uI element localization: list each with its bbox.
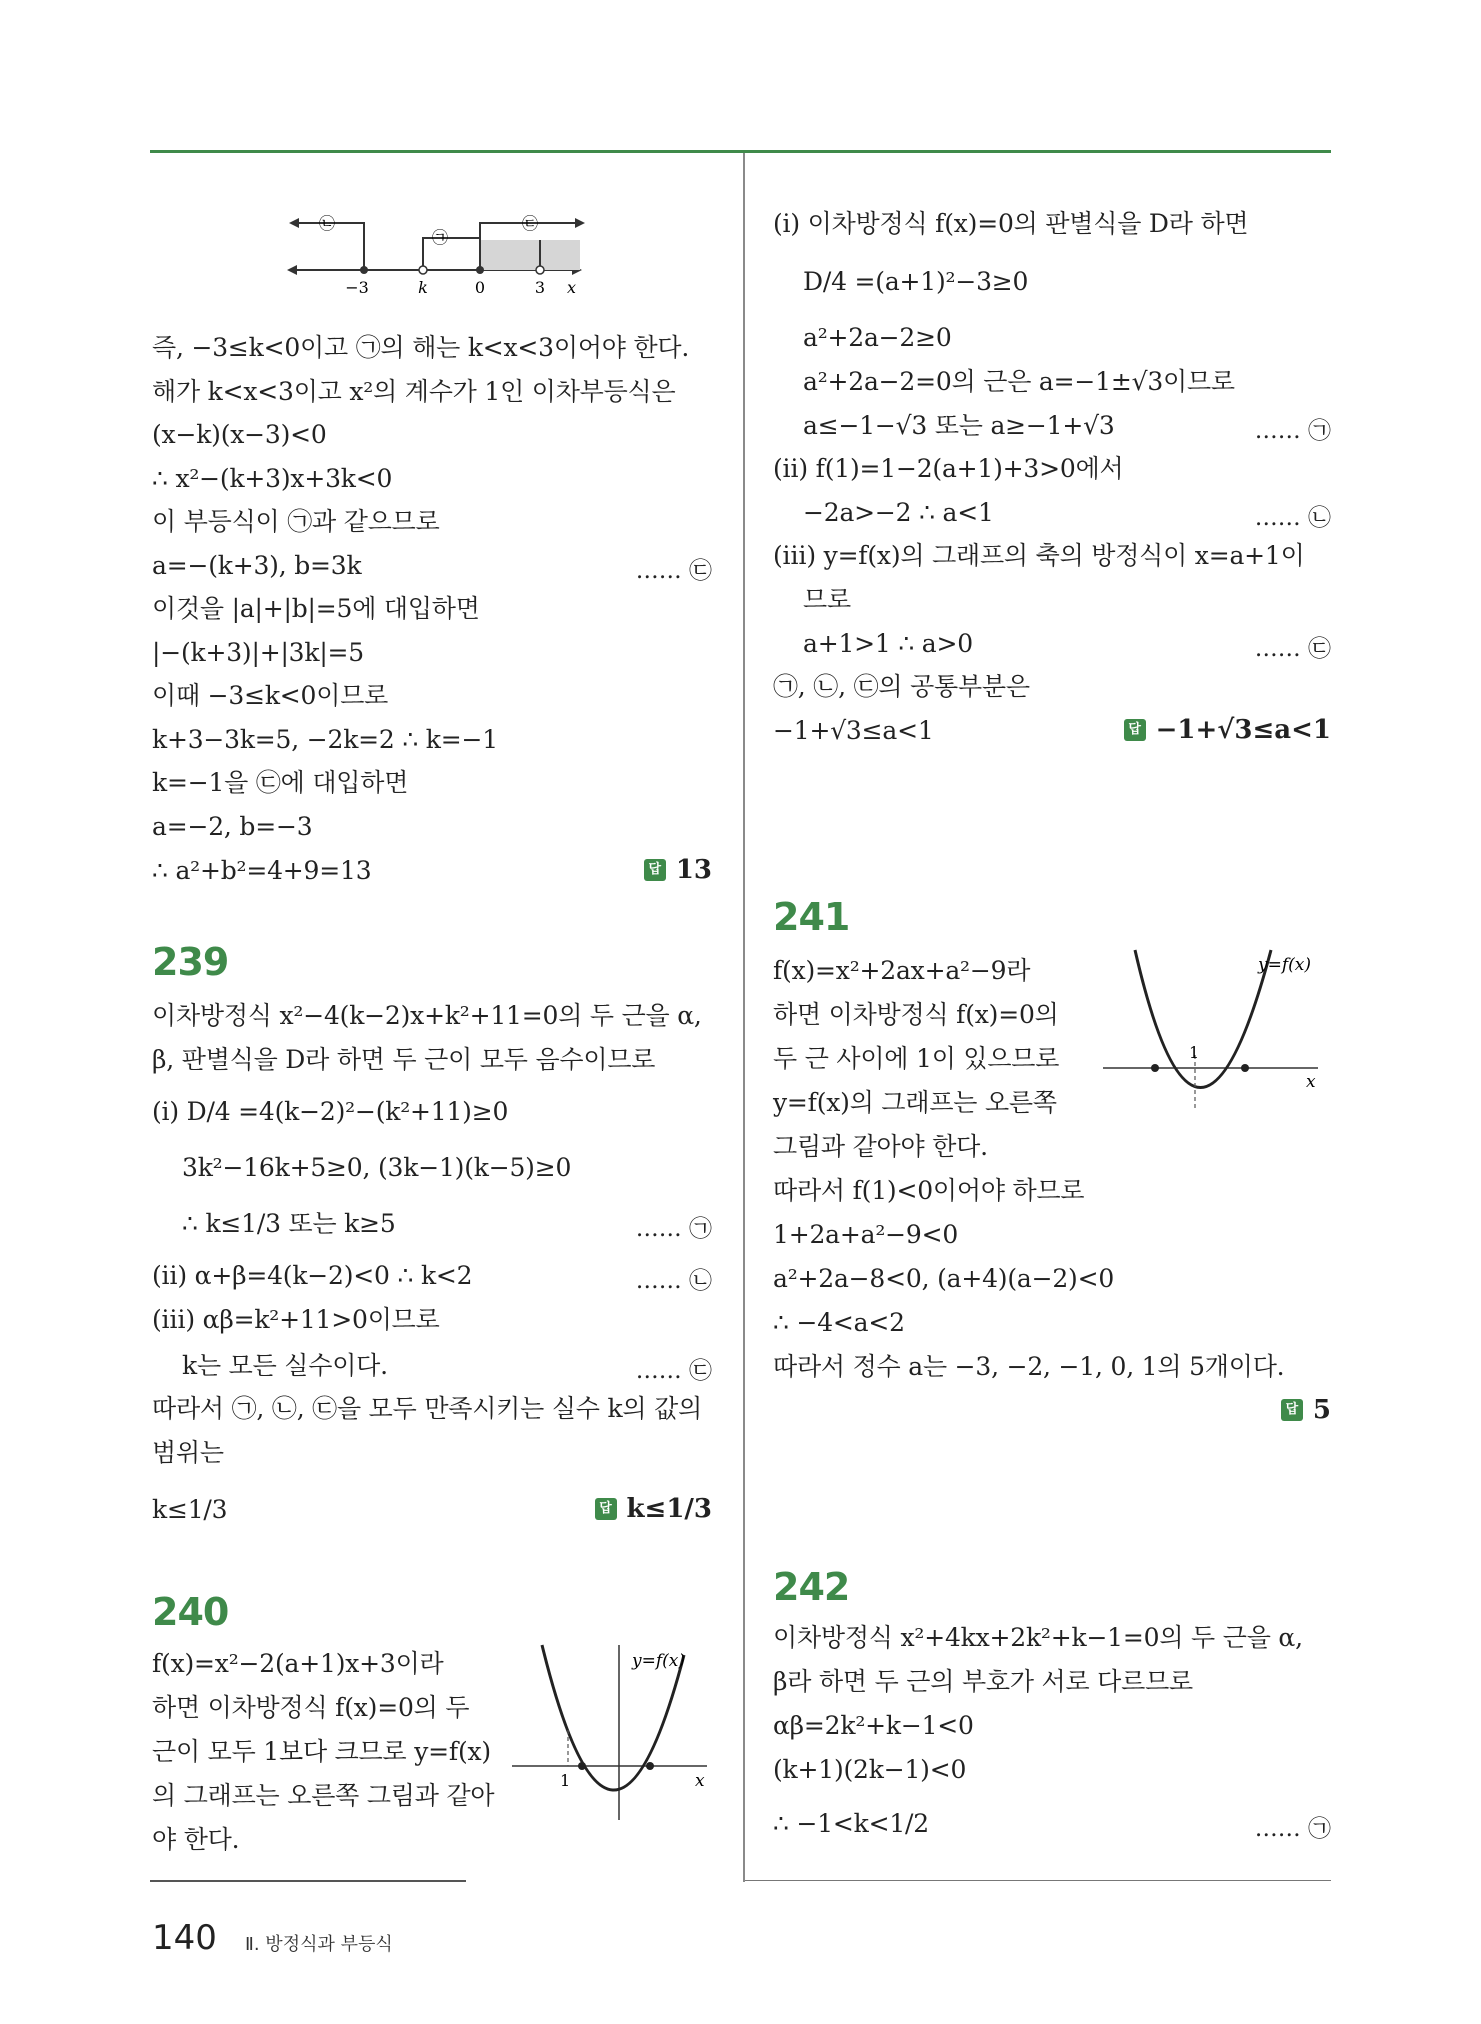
fig-axis-x: x: [567, 278, 577, 297]
problem-242-number: 242: [773, 1565, 850, 1609]
p242-line: β라 하면 두 근의 부호가 서로 다르므로: [773, 1667, 1193, 1696]
fig-label-l1: ㉡: [318, 214, 336, 233]
p239-line: (ⅲ) αβ=k²+11>0이므로: [152, 1305, 440, 1334]
p241-line: 그림과 같아야 한다.: [773, 1132, 988, 1161]
p239-line: k는 모든 실수이다.: [182, 1351, 388, 1380]
s240-line: a²+2a−2≥0: [803, 323, 952, 352]
answer-mark: 답: [644, 859, 666, 881]
s238-line: 즉, −3≤k<0이고 ㉠의 해는 k<x<3이어야 한다.: [152, 333, 690, 362]
s238-line: k+3−3k=5, −2k=2 ∴ k=−1: [152, 725, 498, 754]
problem-241-number: 241: [773, 895, 850, 939]
s238-line: (x−k)(x−3)<0: [152, 420, 327, 449]
s238-line: 이것을 |a|+|b|=5에 대입하면: [152, 594, 480, 623]
p240-graph: [512, 1640, 712, 1825]
s238-line: a=−2, b=−3: [152, 812, 313, 841]
p239-answer-value: k≤1/3: [626, 1494, 712, 1524]
p239-line: 3k²−16k+5≥0, (3k−1)(k−5)≥0: [182, 1153, 572, 1182]
p241-line: y=f(x)의 그래프는 오른쪽: [773, 1088, 1057, 1117]
s238-line: ∴ x²−(k+3)x+3k<0: [152, 464, 393, 493]
answer-mark: 답: [1124, 719, 1146, 741]
p241-graph-axis: x: [1306, 1072, 1316, 1092]
s238-answer: [644, 855, 712, 885]
p239-tag-2: …… ㉡: [635, 1268, 712, 1294]
p242-line: 이차방정식 x²+4kx+2k²+k−1=0의 두 근을 α,: [773, 1623, 1303, 1652]
s238-line: ∴ a²+b²=4+9=13: [152, 856, 372, 885]
page-number: 140: [152, 1918, 217, 1958]
s238-line: 해가 k<x<3이고 x²의 계수가 1인 이차부등식은: [152, 377, 676, 406]
fig-tick-2: k: [418, 278, 428, 297]
s240-line: −2a>−2 ∴ a<1: [803, 498, 994, 527]
p239-tag-3: …… ㉢: [635, 1358, 712, 1384]
s238-line: 이때 −3≤k<0이므로: [152, 681, 389, 710]
s238-line: |−(k+3)|+|3k|=5: [152, 638, 365, 667]
fig-tick-3: 0: [474, 278, 486, 297]
p239-line: (ⅰ) D/4 =4(k−2)²−(k²+11)≥0: [152, 1097, 509, 1126]
p241-line: f(x)=x²+2ax+a²−9라: [773, 956, 1031, 985]
p239-line: ∴ k≤1/3 또는 k≥5: [182, 1209, 396, 1238]
p242-line: (k+1)(2k−1)<0: [773, 1755, 967, 1784]
problem-240-number: 240: [152, 1590, 229, 1634]
p241-line: 하면 이차방정식 f(x)=0의: [773, 1000, 1059, 1029]
p241-graph: [1103, 945, 1333, 1130]
fig-tick-4: 3: [534, 278, 546, 297]
s238-tag: …… ㉢: [635, 558, 712, 584]
s238-line: 이 부등식이 ㉠과 같으므로: [152, 507, 440, 536]
p239-line: β, 판별식을 D라 하면 두 근이 모두 음수이므로: [152, 1045, 656, 1074]
p241-answer: [1281, 1395, 1331, 1425]
p241-line: 따라서 정수 a는 −3, −2, −1, 0, 1의 5개이다.: [773, 1352, 1285, 1381]
s240-line: (ⅰ) 이차방정식 f(x)=0의 판별식을 D라 하면: [773, 209, 1249, 238]
column-divider: [743, 153, 745, 1882]
problem-239-number: 239: [152, 940, 229, 984]
s240-line: D/4 =(a+1)²−3≥0: [803, 267, 1029, 296]
answer-mark: 답: [1281, 1399, 1303, 1421]
right-column: [773, 0, 1331, 1880]
p239-answer: [595, 1494, 712, 1524]
bottom-rule-right: [745, 1880, 1331, 1881]
s240-line: (ⅱ) f(1)=1−2(a+1)+3>0에서: [773, 454, 1124, 483]
p240-line: 야 한다.: [152, 1825, 240, 1854]
s240-line: 므로: [803, 585, 851, 614]
p240-line: 하면 이차방정식 f(x)=0의 두: [152, 1693, 470, 1722]
p239-line: 이차방정식 x²−4(k−2)x+k²+11=0의 두 근을 α,: [152, 1001, 702, 1030]
s240-line: −1+√3≤a<1: [773, 716, 934, 745]
s240-line: (ⅲ) y=f(x)의 그래프의 축의 방정식이 x=a+1이: [773, 541, 1305, 570]
chapter-title: Ⅱ. 방정식과 부등식: [245, 1934, 393, 1955]
p239-line: 따라서 ㉠, ㉡, ㉢을 모두 만족시키는 실수 k의 값의: [152, 1394, 703, 1423]
s240-line: a+1>1 ∴ a>0: [803, 629, 973, 658]
fig-label-l3: ㉢: [521, 214, 539, 233]
p239-line: k≤1/3: [152, 1495, 228, 1524]
s238-answer-value: 13: [675, 855, 712, 885]
p240-graph-axis: x: [695, 1771, 705, 1791]
left-column: [152, 0, 712, 1880]
bottom-rule-left: [150, 1880, 466, 1882]
s240-line: a²+2a−2=0의 근은 a=−1±√3이므로: [803, 367, 1235, 396]
p239-line: 범위는: [152, 1438, 224, 1467]
number-line-figure: [287, 205, 587, 300]
p241-line: 따라서 f(1)<0이어야 하므로: [773, 1176, 1085, 1205]
s240-line: ㉠, ㉡, ㉢의 공통부분은: [773, 672, 1030, 701]
p241-line: 두 근 사이에 1이 있으므로: [773, 1044, 1060, 1073]
answer-mark: 답: [595, 1498, 617, 1520]
s238-line: a=−(k+3), b=3k: [152, 551, 362, 580]
p240-line: f(x)=x²−2(a+1)x+3이라: [152, 1649, 444, 1678]
p242-tag: …… ㉠: [1254, 1816, 1331, 1842]
fig-label-l2: ㉠: [431, 228, 449, 247]
fig-tick-1: −3: [345, 278, 369, 297]
p241-line: ∴ −4<a<2: [773, 1308, 905, 1337]
s240-answer: [1124, 715, 1331, 745]
p240-graph-label: y=f(x): [632, 1651, 685, 1671]
s240-answer-value: −1+√3≤a<1: [1155, 715, 1331, 745]
s238-line: k=−1을 ㉢에 대입하면: [152, 768, 409, 797]
s240-line: a≤−1−√3 또는 a≥−1+√3: [803, 411, 1115, 440]
p242-line: ∴ −1<k<1/2: [773, 1809, 929, 1838]
p239-line: (ⅱ) α+β=4(k−2)<0 ∴ k<2: [152, 1261, 473, 1290]
p241-line: 1+2a+a²−9<0: [773, 1220, 959, 1249]
p241-graph-one: 1: [1189, 1043, 1200, 1062]
s240-tag-2: …… ㉡: [1254, 505, 1331, 531]
p240-graph-one: 1: [560, 1771, 571, 1790]
p241-line: a²+2a−8<0, (a+4)(a−2)<0: [773, 1264, 1115, 1293]
p241-answer-value: 5: [1312, 1395, 1331, 1425]
p240-line: 의 그래프는 오른쪽 그림과 같아: [152, 1781, 495, 1810]
p240-line: 근이 모두 1보다 크므로 y=f(x): [152, 1737, 491, 1766]
s240-tag-1: …… ㉠: [1254, 418, 1331, 444]
p242-line: αβ=2k²+k−1<0: [773, 1711, 974, 1740]
s240-tag-3: …… ㉢: [1254, 636, 1331, 662]
p241-graph-label: y=f(x): [1258, 955, 1311, 975]
p239-tag-1: …… ㉠: [635, 1216, 712, 1242]
